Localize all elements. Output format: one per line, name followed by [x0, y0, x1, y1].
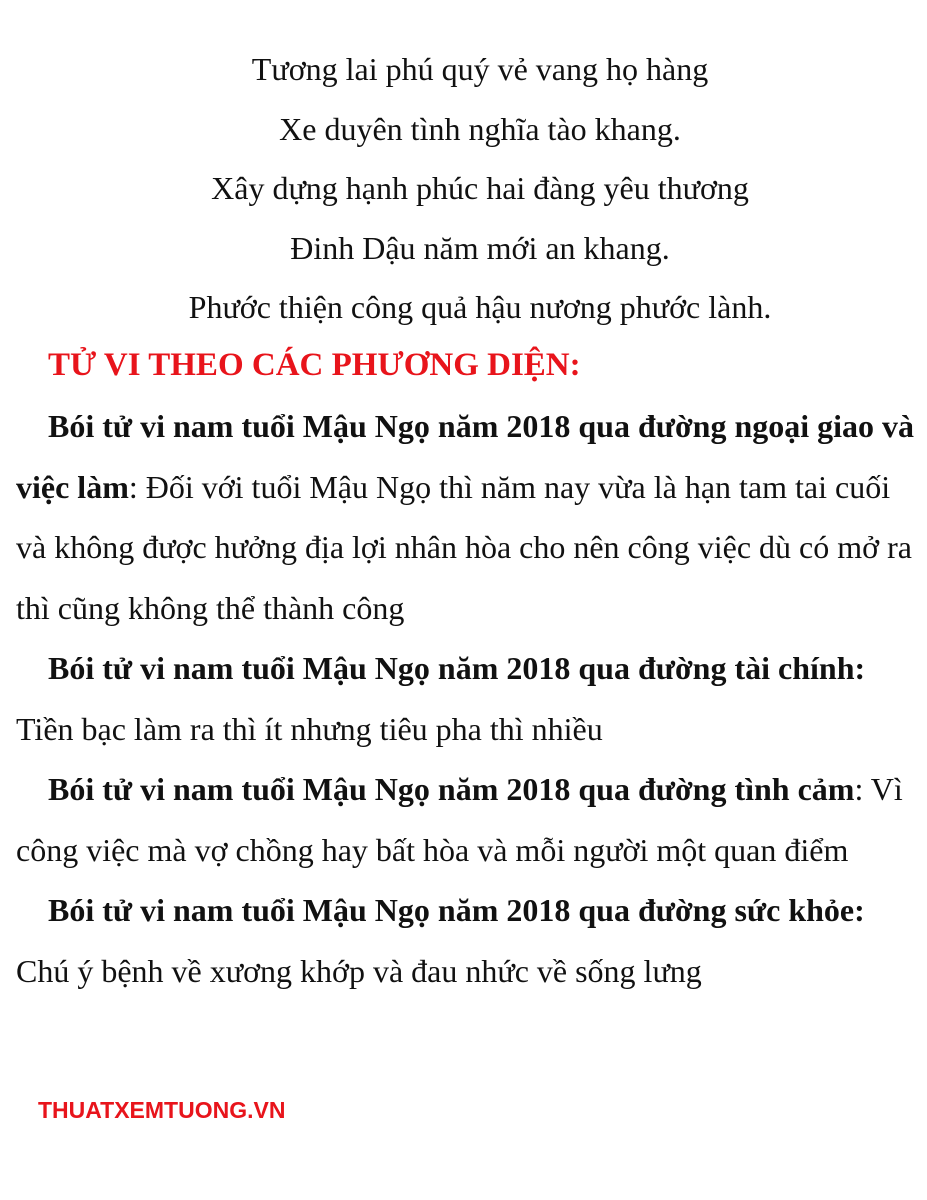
paragraph-title: Bói tử vi nam tuổi Mậu Ngọ năm 2018 qua đường tài chính:	[48, 650, 866, 686]
paragraph-finance	[16, 638, 921, 759]
section-heading: TỬ VI THEO CÁC PHƯƠNG DIỆN:	[48, 347, 581, 383]
poem-line: Đinh Dậu năm mới an khang.	[290, 229, 670, 266]
paragraph-title: Bói tử vi nam tuổi Mậu Ngọ năm 2018 qua đường tình cảm	[48, 771, 855, 807]
paragraph-text: Tiền bạc làm ra thì ít nhưng tiêu pha thì nhiều	[16, 710, 603, 747]
footer-brand: THUATXEMTUONG.VN	[38, 1097, 286, 1123]
paragraph-title: Bói tử vi nam tuổi Mậu Ngọ năm 2018 qua đường ngoại giao và việc làm	[16, 408, 915, 505]
paragraph-text: : Đối với tuổi Mậu Ngọ thì năm nay vừa là hạn tam tai cuối và không được hưởng địa lợi nhân hòa cho nên công việc dù có mở ra thì cũng không thể thành công	[16, 468, 912, 626]
paragraph-career	[16, 396, 921, 638]
poem-line: Phước thiện công quả hậu nương phước lành.	[188, 289, 772, 325]
paragraph-health	[16, 880, 921, 1001]
paragraph-title: Bói tử vi nam tuổi Mậu Ngọ năm 2018 qua đường sức khỏe:	[48, 892, 865, 928]
poem-line: Tương lai phú quý vẻ vang họ hàng	[251, 51, 709, 87]
paragraph-text: Chú ý bệnh về xương khớp và đau nhức về sống lưng	[16, 952, 702, 989]
article-body	[16, 396, 921, 1001]
poem-line: Xe duyên tình nghĩa tào khang.	[279, 110, 681, 147]
poem-line: Xây dựng hạnh phúc hai đàng yêu thương	[211, 170, 749, 206]
poem-block	[0, 40, 927, 338]
paragraph-love	[16, 759, 921, 880]
paragraph-text: : Vì công việc mà vợ chồng hay bất hòa và mỗi người một quan điểm	[16, 771, 903, 868]
